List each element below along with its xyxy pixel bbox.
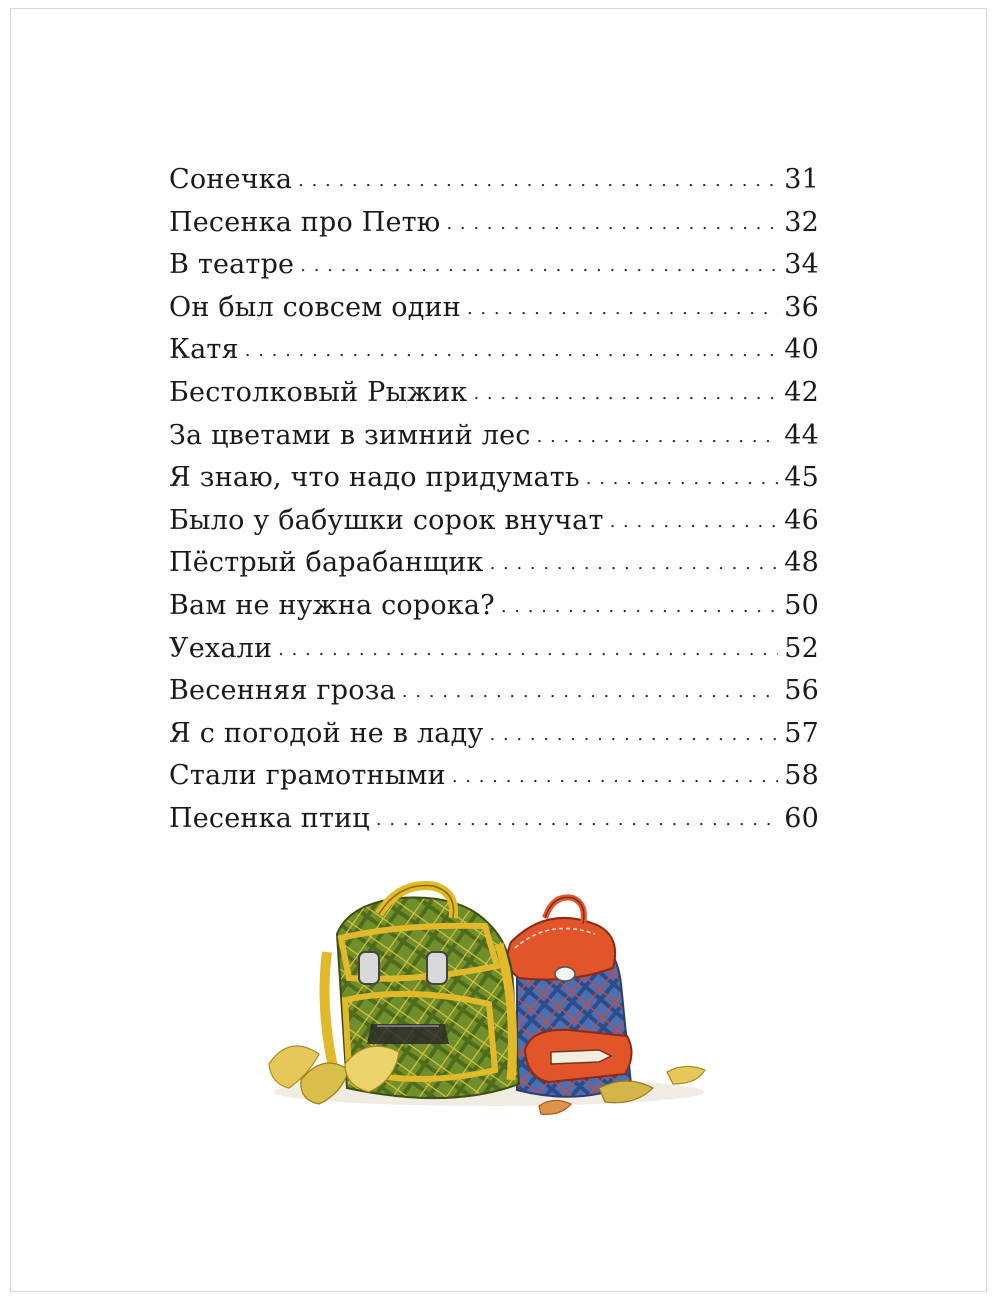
toc-entry-title: Бестолковый Рыжик xyxy=(169,376,468,408)
toc-entry xyxy=(169,329,819,372)
toc-entry-title: Песенка птиц xyxy=(169,802,370,834)
toc-entry-title: Он был совсем один xyxy=(169,291,461,323)
toc-leader-dots xyxy=(473,370,778,415)
toc-entry-page: 50 xyxy=(784,589,819,621)
toc-entry xyxy=(169,542,819,585)
toc-leader-dots xyxy=(452,753,778,798)
toc-entry-page: 45 xyxy=(784,462,819,494)
toc-entry-title: Стали грамотными xyxy=(169,760,446,792)
school-backpacks-icon xyxy=(249,874,719,1139)
toc-entry-page: 42 xyxy=(784,376,819,408)
toc-entry-title: Песенка про Петю xyxy=(169,206,441,238)
toc-entry xyxy=(169,628,819,671)
toc-leader-dots xyxy=(490,540,779,585)
toc-entry-page: 58 xyxy=(784,760,819,792)
toc-entry-title: В театре xyxy=(169,249,295,281)
toc-leader-dots xyxy=(537,413,779,458)
toc-entry xyxy=(169,713,819,756)
toc-leader-dots xyxy=(300,242,778,287)
toc-entry-page: 57 xyxy=(784,717,819,749)
toc-leader-dots xyxy=(245,327,778,372)
toc-entry xyxy=(169,159,819,202)
toc-entry xyxy=(169,585,819,628)
toc-entry-title: Я с погодой не в ладу xyxy=(169,717,484,749)
toc-leader-dots xyxy=(586,455,778,500)
toc-leader-dots xyxy=(610,498,779,543)
book-page xyxy=(10,8,987,1292)
toc-entry-page: 32 xyxy=(784,206,819,238)
toc-leader-dots xyxy=(501,583,778,628)
toc-entry xyxy=(169,372,819,415)
toc-entry xyxy=(169,670,819,713)
toc-entry-page: 52 xyxy=(784,632,819,664)
toc-entry xyxy=(169,287,819,330)
toc-entry xyxy=(169,244,819,287)
toc-entry xyxy=(169,755,819,798)
table-of-contents xyxy=(169,159,819,841)
toc-entry-page: 56 xyxy=(784,675,819,707)
toc-leader-dots xyxy=(467,285,778,330)
backpacks-illustration xyxy=(249,874,719,1139)
small-backpack xyxy=(507,897,631,1096)
toc-leader-dots xyxy=(402,668,778,713)
toc-leader-dots xyxy=(490,711,779,756)
toc-leader-dots xyxy=(446,200,778,245)
toc-entry-page: 31 xyxy=(784,164,819,195)
toc-entry-page: 36 xyxy=(784,291,819,323)
toc-entry-title: Уехали xyxy=(169,632,273,664)
toc-entry-title: Весенняя гроза xyxy=(169,675,396,707)
toc-entry-title: За цветами в зимний лес xyxy=(169,419,531,451)
toc-entry-page: 40 xyxy=(784,334,819,366)
toc-entry-title: Катя xyxy=(169,334,239,366)
toc-entry-page: 44 xyxy=(784,419,819,451)
toc-entry xyxy=(169,202,819,245)
toc-entry-title: Пёстрый барабанщик xyxy=(169,547,484,579)
toc-entry-title: Вам не нужна сорока? xyxy=(169,589,495,621)
toc-entry-page: 46 xyxy=(784,504,819,536)
toc-entry-page: 60 xyxy=(784,802,819,834)
toc-entry-title: Я знаю, что надо придумать xyxy=(169,462,580,494)
toc-entry-page: 34 xyxy=(784,249,819,281)
toc-entry-page: 48 xyxy=(784,547,819,579)
toc-entry-title: Было у бабушки сорок внучат xyxy=(169,504,604,536)
toc-entry xyxy=(169,500,819,543)
toc-leader-dots xyxy=(376,796,778,841)
toc-entry xyxy=(169,457,819,500)
toc-entry-title: Сонечка xyxy=(169,164,293,195)
toc-leader-dots xyxy=(298,157,778,202)
toc-leader-dots xyxy=(278,626,778,671)
toc-entry xyxy=(169,798,819,841)
toc-entry xyxy=(169,415,819,458)
